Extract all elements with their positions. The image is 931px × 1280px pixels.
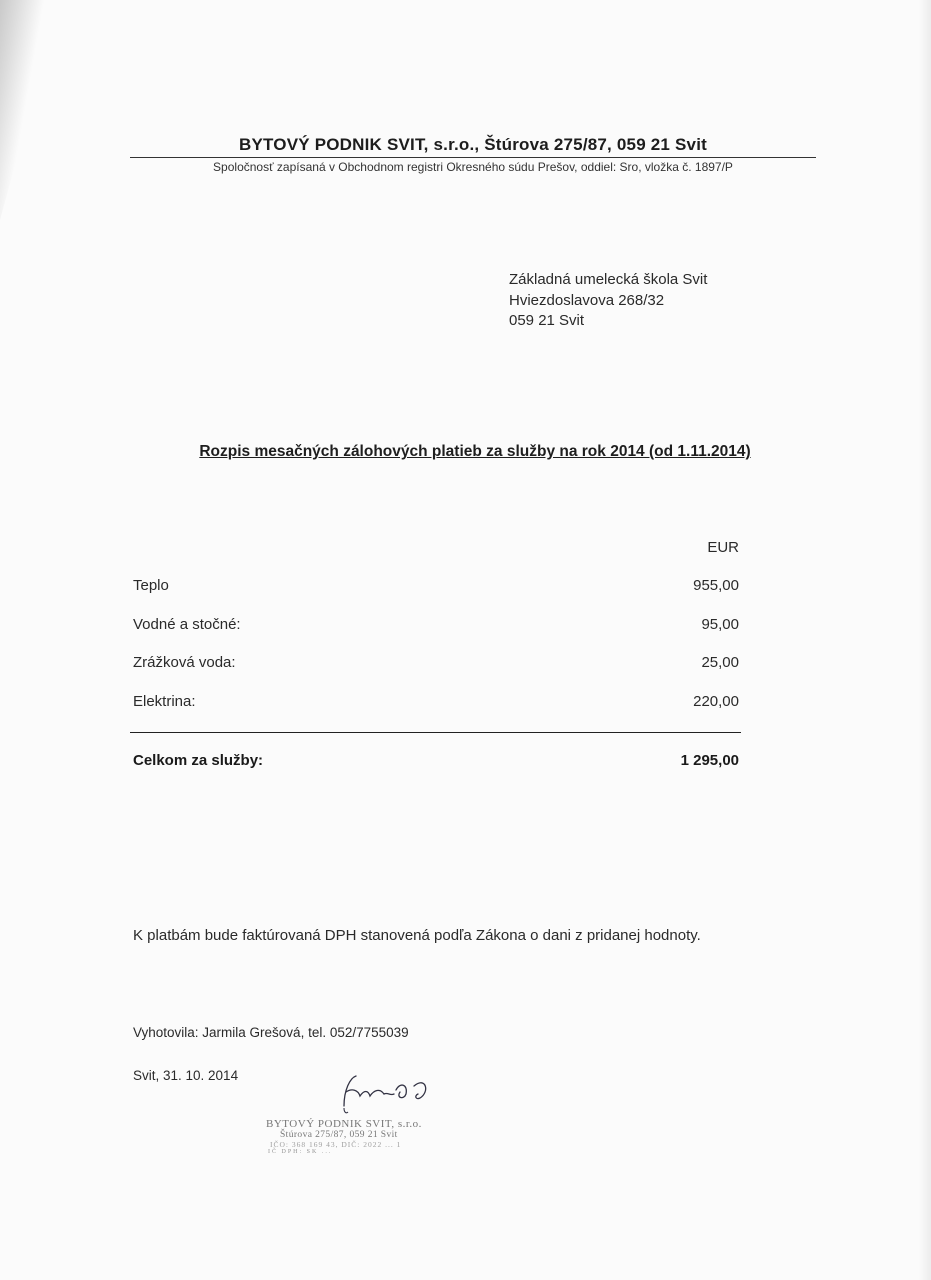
company-stamp (266, 1118, 466, 1155)
table-row (133, 693, 739, 715)
stamp-line: Štúrova 275/87, 059 21 Svit (280, 1130, 398, 1140)
registration-info: Spoločnosť zapísaná v Obchodnom registri Okresného súdu Prešov, oddiel: Sro, vložka č. 1897/P (213, 160, 733, 174)
table-row (133, 577, 739, 599)
row-label: Zrážková voda: (133, 654, 236, 671)
page-fold-shadow (0, 0, 60, 220)
prepared-by: Vyhotovila: Jarmila Grešová, tel. 052/7755039 (133, 1025, 409, 1040)
stamp-line: BYTOVÝ PODNIK SVIT, s.r.o. (266, 1118, 422, 1130)
signature-icon (330, 1068, 440, 1118)
total-label: Celkom za služby: (133, 752, 264, 769)
row-value: 955,00 (693, 577, 739, 594)
header-divider (130, 157, 816, 158)
row-value: 25,00 (701, 654, 739, 671)
row-label: Teplo (133, 577, 169, 594)
place-and-date: Svit, 31. 10. 2014 (133, 1068, 239, 1083)
table-row (133, 616, 739, 638)
row-label: Elektrina: (133, 693, 196, 710)
row-value: 220,00 (693, 693, 739, 710)
total-row (133, 752, 739, 774)
currency-header: EUR (707, 539, 739, 556)
company-header: BYTOVÝ PODNIK SVIT, s.r.o., Štúrova 275/87, 059 21 Svit (239, 135, 707, 154)
total-value: 1 295,00 (680, 752, 739, 769)
addressee-city: 059 21 Svit (509, 312, 585, 329)
page-edge (919, 0, 931, 1280)
row-label: Vodné a stočné: (133, 616, 241, 633)
document-title: Rozpis mesačných zálohových platieb za služby na rok 2014 (od 1.11.2014) (199, 443, 751, 460)
row-value: 95,00 (701, 616, 739, 633)
vat-note: K platbám bude faktúrovaná DPH stanovená podľa Zákona o dani z pridanej hodnoty. (133, 927, 701, 944)
addressee-street: Hviezdoslavova 268/32 (509, 291, 665, 309)
stamp-line: IČ DPH: SK ... (268, 1149, 333, 1155)
total-divider (130, 732, 741, 733)
stamp-line: IČO: 368 169 43, DIČ: 2022 ... 1 (270, 1140, 402, 1149)
addressee-name: Základná umelecká škola Svit (509, 271, 708, 288)
table-row (133, 654, 739, 676)
addressee-block (509, 270, 707, 332)
